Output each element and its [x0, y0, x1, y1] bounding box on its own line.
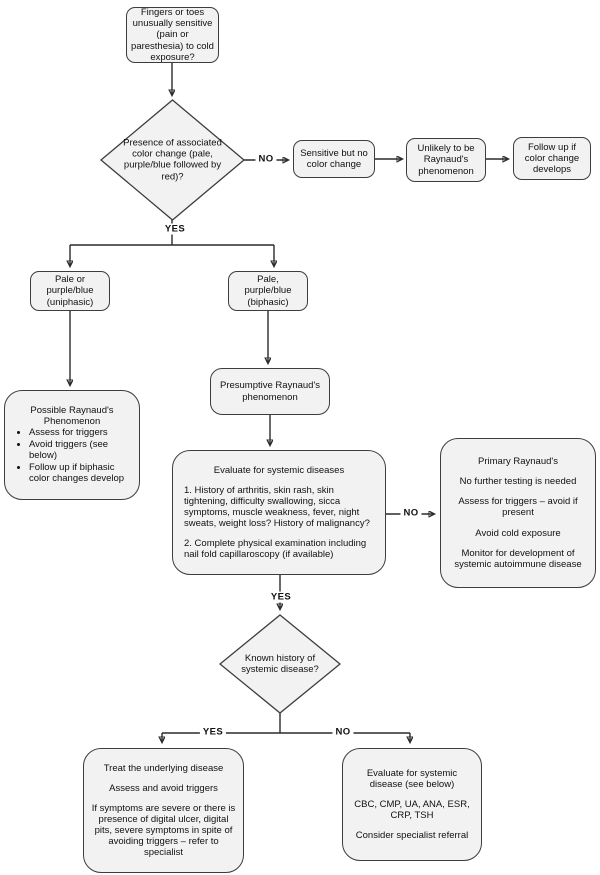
- node-possible-raynauds: [4, 390, 140, 500]
- node-presumptive-text: Presumptive Raynaud's phenomenon: [219, 380, 321, 403]
- edge-label-no-color-change: NO: [255, 154, 276, 165]
- node-sensitive-no-change: [293, 140, 375, 178]
- node-primary-line-cold: Avoid cold exposure: [475, 527, 561, 539]
- node-treat-underlying: [83, 748, 244, 873]
- bullet-assess-triggers: • Assess for triggers: [29, 427, 130, 438]
- node-possible-raynauds-title: Possible Raynaud's Phenomenon: [30, 404, 114, 427]
- node-evaluate-exam-item: 2. Complete physical examination including nail fold capillaroscopy (if available): [184, 538, 367, 561]
- node-workup-line-evaluate: Evaluate for systemic disease (see below): [366, 767, 458, 790]
- bullet-follow-up-biphasic: • Follow up if biphasic color changes develop: [29, 462, 130, 484]
- node-history-decision: [219, 614, 341, 714]
- node-treat-line-severe: If symptoms are severe or there is presence of digital ulcer, digital pits, severe symptoms in spite of avoiding triggers – refer to specialist: [91, 802, 236, 859]
- node-evaluate-disease-workup: [342, 748, 482, 861]
- bullet-avoid-triggers: • Avoid triggers (see below): [29, 439, 130, 461]
- edge-label-yes-systemic: YES: [268, 592, 294, 603]
- node-treat-line-assess: Assess and avoid triggers: [109, 782, 218, 794]
- node-presumptive: [210, 368, 330, 415]
- node-primary-line-monitor: Monitor for development of systemic autoimmune disease: [454, 547, 582, 570]
- node-start-text: Fingers or toes unusually sensitive (pain or paresthesia) to cold exposure?: [131, 7, 214, 63]
- node-biphasic: [228, 271, 308, 311]
- node-primary-line-no-testing: No further testing is needed: [459, 476, 577, 488]
- node-color-change-decision-text: Presence of associated color change (pale, purple/blue followed by red)?: [123, 137, 222, 183]
- node-evaluate-title: Evaluate for systemic diseases: [213, 464, 345, 476]
- node-unlikely-raynauds-text: Unlikely to be Raynaud's phenomenon: [417, 143, 475, 177]
- node-possible-raynauds-bullets: [14, 427, 130, 486]
- node-follow-up: [513, 137, 591, 180]
- node-evaluate-systemic-diseases: [172, 450, 386, 575]
- node-primary-raynauds: [440, 438, 596, 588]
- node-start: [126, 7, 219, 63]
- node-sensitive-no-change-text: Sensitive but no color change: [300, 147, 368, 170]
- node-unlikely-raynauds: [406, 138, 486, 182]
- node-workup-line-labs: CBC, CMP, UA, ANA, ESR, CRP, TSH: [354, 798, 470, 822]
- node-color-change-decision: [100, 99, 245, 221]
- node-biphasic-text: Pale, purple/blue (biphasic): [244, 274, 292, 308]
- node-evaluate-history-item: 1. History of arthritis, skin rash, skin tightening, difficulty swallowing, sicca symptoms, muscle weakness, fever, night sweats, weight loss? History of malignancy?: [184, 484, 370, 530]
- node-primary-line-triggers: Assess for triggers – avoid if present: [458, 496, 578, 519]
- node-workup-line-referral: Consider specialist referral: [355, 830, 469, 842]
- edge-label-no-systemic: NO: [400, 508, 421, 519]
- node-treat-line-treat: Treat the underlying disease: [103, 762, 224, 774]
- node-history-decision-text: Known history of systemic disease?: [241, 652, 319, 675]
- edge-label-no-history: NO: [332, 727, 353, 738]
- edge-label-yes-color-change: YES: [162, 224, 188, 235]
- node-uniphasic: [30, 271, 110, 311]
- node-primary-title: Primary Raynaud's: [478, 456, 558, 468]
- node-uniphasic-text: Pale or purple/blue (uniphasic): [46, 274, 94, 308]
- edge-label-yes-history: YES: [200, 727, 226, 738]
- node-follow-up-text: Follow up if color change develops: [524, 141, 580, 176]
